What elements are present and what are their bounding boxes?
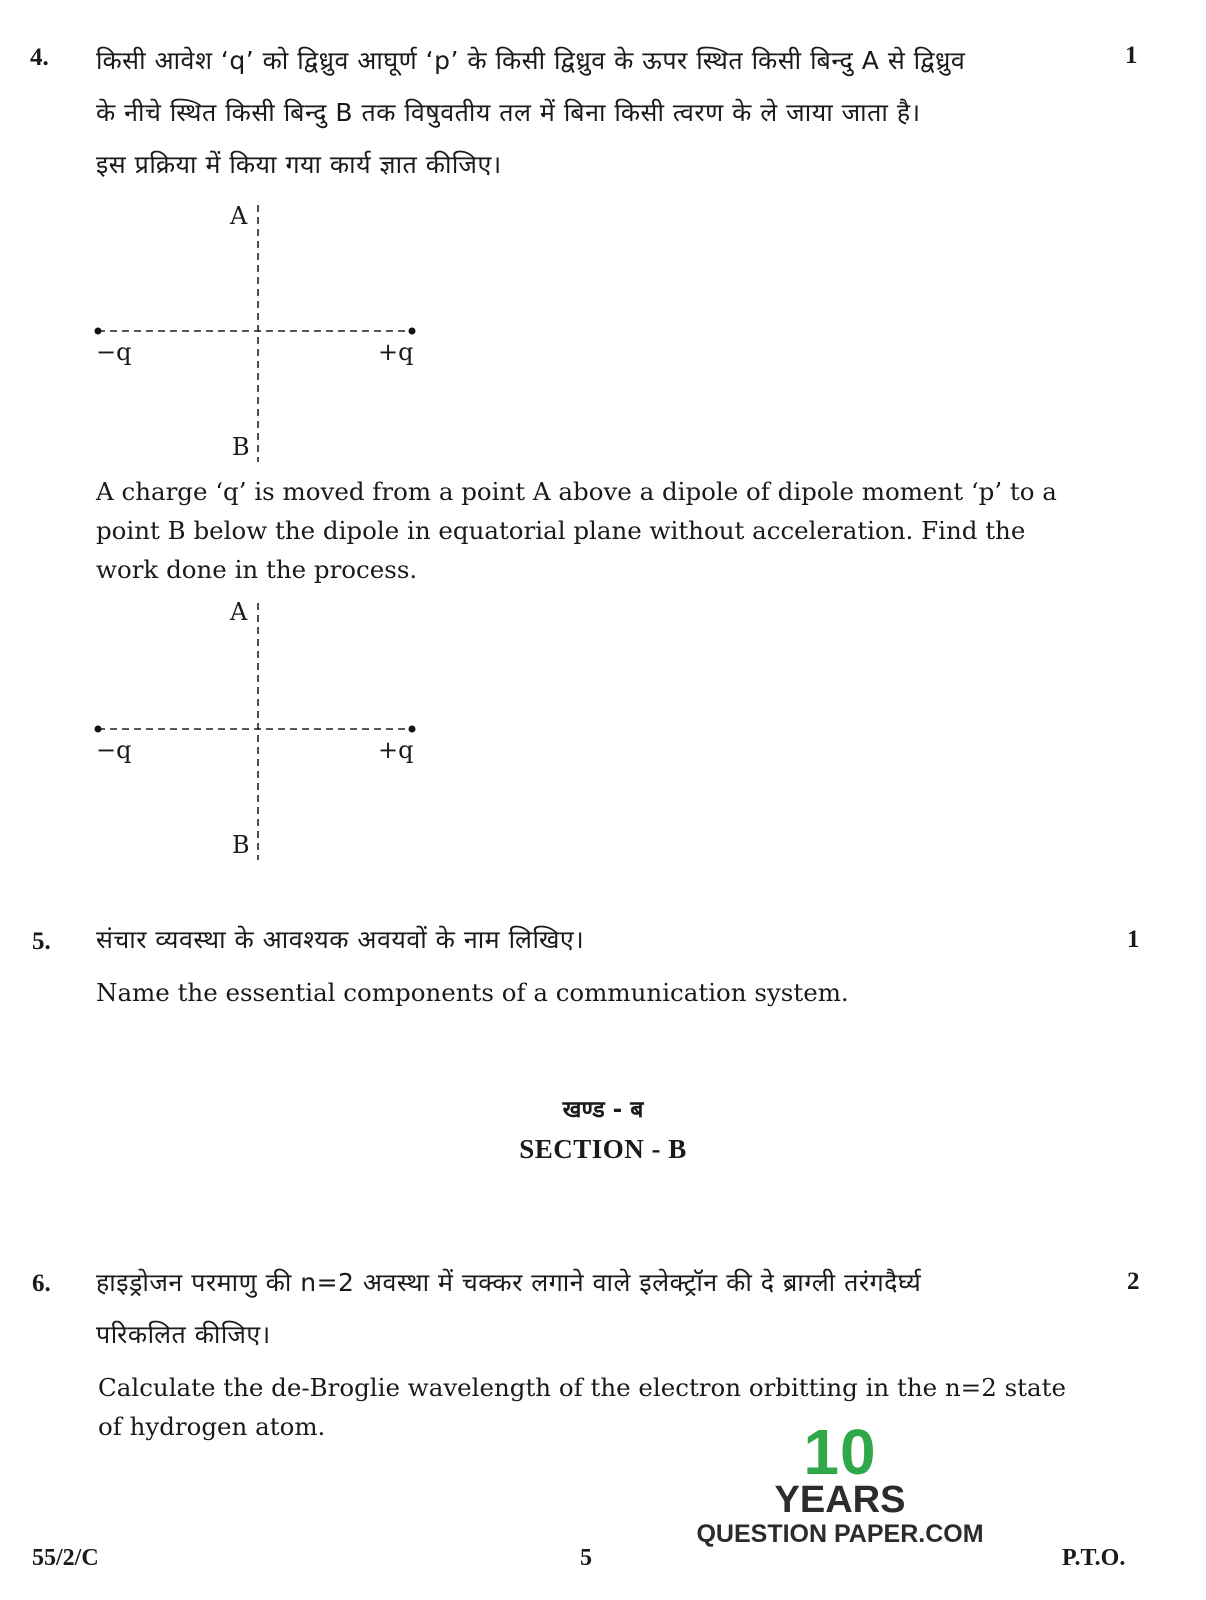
text-line: point B below the dipole in equatorial plane without acceleration. Find the <box>96 516 1026 545</box>
question-marks: 1 <box>1125 42 1138 69</box>
section-heading: SECTION - B <box>519 1134 687 1164</box>
text-line: हाइड्रोजन परमाणु की n=2 अवस्था में चक्कर लगाने वाले इलेक्ट्रॉन की दे ब्राग्ली तरंगदैर्घ्य <box>96 1268 922 1297</box>
positive-charge-label: +q <box>378 736 414 764</box>
text-line: work done in the process. <box>96 555 418 584</box>
dipole-diagram <box>60 200 460 470</box>
text-line: किसी आवेश ‘q’ को द्विध्रुव आघूर्ण ‘p’ के किसी द्विध्रुव के ऊपर स्थित किसी बिन्दु A से द्विध्रुव <box>96 46 966 75</box>
text-line: of hydrogen atom. <box>98 1412 326 1441</box>
point-a-label: A <box>230 202 248 230</box>
dipole-diagram <box>60 598 460 868</box>
question-hindi-text <box>96 35 1096 191</box>
text-line: परिकलित कीजिए। <box>96 1320 271 1349</box>
positive-charge-label: +q <box>378 338 414 366</box>
point-b-label: B <box>232 831 250 859</box>
dipole-figure <box>60 598 460 868</box>
watermark-number: 10 <box>803 1416 877 1488</box>
page-number: 5 <box>580 1545 592 1571</box>
question-number: 4. <box>30 44 49 71</box>
question-marks: 1 <box>1127 926 1140 953</box>
question-english-text <box>96 472 1096 589</box>
question-number: 6. <box>32 1270 51 1297</box>
question-hindi-text: संचार व्यवस्था के आवश्यक अवयवों के नाम लिखिए। <box>96 925 585 954</box>
positive-charge-point <box>409 726 416 733</box>
negative-charge-label: −q <box>96 338 132 366</box>
question-english-text: Name the essential components of a communication system. <box>96 978 849 1007</box>
question-marks: 2 <box>1127 1268 1140 1295</box>
dipole-figure <box>60 200 460 470</box>
question-number: 5. <box>32 928 51 955</box>
negative-charge-point <box>95 726 102 733</box>
point-a-label: A <box>230 598 248 626</box>
question-hindi-text <box>96 1257 1106 1361</box>
text-line: इस प्रक्रिया में किया गया कार्य ज्ञात कीजिए। <box>96 150 502 179</box>
section-heading-hindi: खण्ड - ब <box>562 1097 644 1123</box>
negative-charge-point <box>95 328 102 335</box>
pto-label: P.T.O. <box>1062 1545 1126 1571</box>
paper-code: 55/2/C <box>32 1545 99 1571</box>
text-line: Calculate the de-Broglie wavelength of the electron orbitting in the n=2 state <box>98 1373 1066 1402</box>
watermark-years: YEARS <box>774 1479 906 1521</box>
positive-charge-point <box>409 328 416 335</box>
watermark-logo <box>690 1416 990 1548</box>
text-line: A charge ‘q’ is moved from a point A above a dipole of dipole moment ‘p’ to a <box>96 477 1057 506</box>
point-b-label: B <box>232 433 250 461</box>
negative-charge-label: −q <box>96 736 132 764</box>
watermark-site: QUESTION PAPER.COM <box>696 1520 984 1548</box>
text-line: के नीचे स्थित किसी बिन्दु B तक विषुवतीय तल में बिना किसी त्वरण के ले जाया जाता है। <box>96 98 921 127</box>
